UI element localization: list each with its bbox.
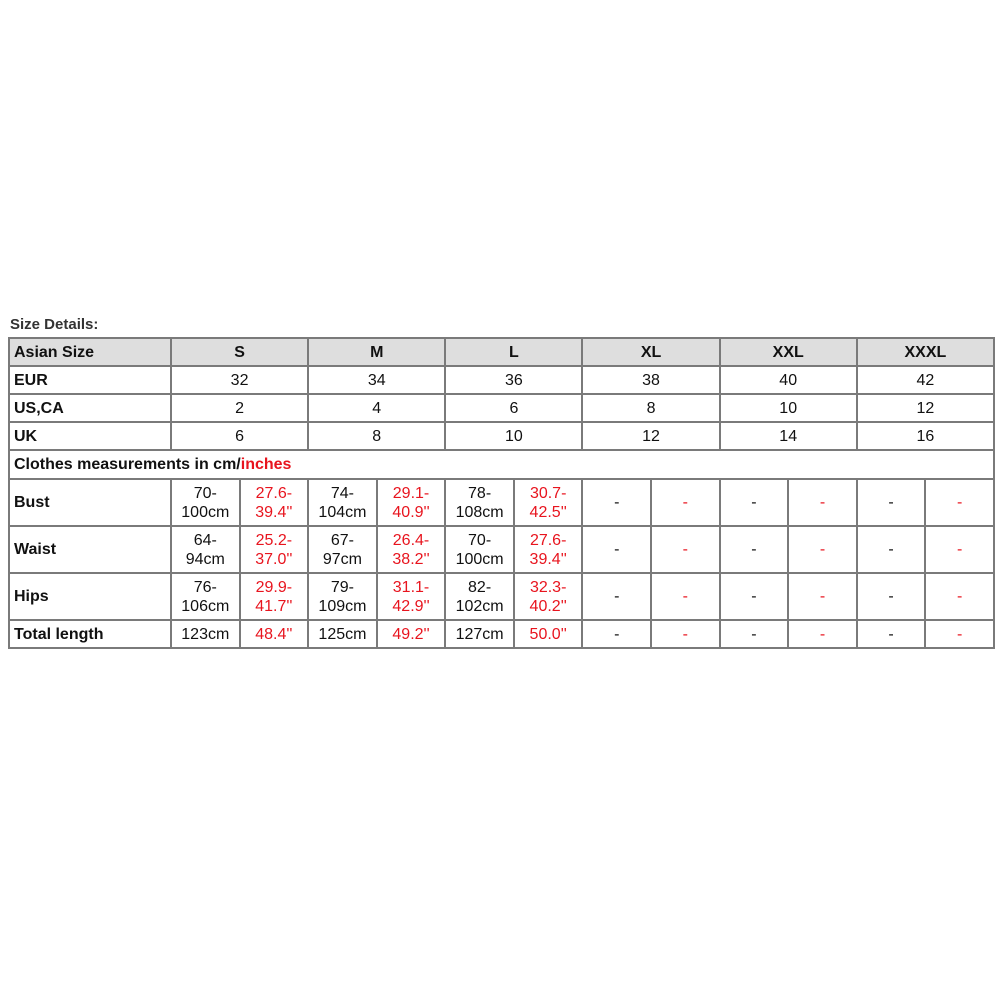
measurement-inch-cell: 31.1- 42.9'' <box>377 573 446 620</box>
measurement-inch-cell: 29.9- 41.7'' <box>240 573 309 620</box>
measurement-cm-cell: 127cm <box>445 620 514 648</box>
measurement-inch-cell: - <box>788 526 857 573</box>
measurement-cm-cell: - <box>720 479 789 526</box>
conversion-value: 36 <box>445 366 582 394</box>
conversion-row <box>9 394 994 422</box>
measurement-cm-cell: 67- 97cm <box>308 526 377 573</box>
conversion-value: 32 <box>171 366 308 394</box>
measurement-cm-cell: - <box>857 479 926 526</box>
measurement-inch-cell: - <box>925 479 994 526</box>
size-header-s: S <box>171 338 308 366</box>
conversion-row-label: UK <box>9 422 171 450</box>
measurement-inch-cell: - <box>651 620 720 648</box>
asian-size-label: Asian Size <box>9 338 171 366</box>
measurement-cm-cell: - <box>720 526 789 573</box>
measurement-row <box>9 526 994 573</box>
measurement-inch-cell: 26.4- 38.2'' <box>377 526 446 573</box>
measurement-row-label: Waist <box>9 526 171 573</box>
size-header-xxl: XXL <box>720 338 857 366</box>
measurement-cm-cell: - <box>582 620 651 648</box>
measurement-inch-cell: - <box>651 479 720 526</box>
measurement-inch-cell: - <box>651 526 720 573</box>
conversion-row <box>9 422 994 450</box>
measurement-inch-cell: - <box>925 526 994 573</box>
measurement-row <box>9 620 994 648</box>
measurement-inch-cell: 27.6- 39.4'' <box>514 526 583 573</box>
conversion-value: 8 <box>308 422 445 450</box>
size-details-caption: Size Details: <box>10 316 99 333</box>
conversion-value: 6 <box>445 394 582 422</box>
conversion-value: 2 <box>171 394 308 422</box>
measurement-cm-cell: - <box>582 573 651 620</box>
measurements-title-row <box>9 450 994 479</box>
measurement-inch-cell: 29.1- 40.9'' <box>377 479 446 526</box>
measurements-title-prefix: Clothes measurements in cm/ <box>14 456 241 473</box>
conversion-value: 40 <box>720 366 857 394</box>
measurement-cm-cell: 79- 109cm <box>308 573 377 620</box>
measurement-inch-cell: 27.6- 39.4'' <box>240 479 309 526</box>
conversion-value: 4 <box>308 394 445 422</box>
conversion-value: 42 <box>857 366 994 394</box>
measurement-inch-cell: - <box>925 573 994 620</box>
measurement-inch-cell: - <box>788 620 857 648</box>
conversion-row-label: US,CA <box>9 394 171 422</box>
conversion-value: 8 <box>582 394 719 422</box>
measurement-cm-cell: - <box>857 526 926 573</box>
size-header-xxxl: XXXL <box>857 338 994 366</box>
conversion-value: 10 <box>720 394 857 422</box>
conversion-value: 14 <box>720 422 857 450</box>
measurement-inch-cell: - <box>651 573 720 620</box>
size-header-xl: XL <box>582 338 719 366</box>
measurement-cm-cell: - <box>582 479 651 526</box>
conversion-value: 12 <box>582 422 719 450</box>
measurement-row-label: Bust <box>9 479 171 526</box>
measurement-cm-cell: - <box>582 526 651 573</box>
size-chart-table <box>8 337 995 649</box>
measurement-inch-cell: 25.2- 37.0'' <box>240 526 309 573</box>
measurement-inch-cell: 49.2'' <box>377 620 446 648</box>
measurement-cm-cell: - <box>857 620 926 648</box>
measurement-inch-cell: - <box>788 479 857 526</box>
measurement-inch-cell: 32.3- 40.2'' <box>514 573 583 620</box>
size-header-row <box>9 338 994 366</box>
measurement-row <box>9 479 994 526</box>
measurement-cm-cell: 74- 104cm <box>308 479 377 526</box>
measurement-inch-cell: 48.4'' <box>240 620 309 648</box>
measurement-row <box>9 573 994 620</box>
measurement-cm-cell: 64- 94cm <box>171 526 240 573</box>
conversion-row <box>9 366 994 394</box>
measurement-cm-cell: 82- 102cm <box>445 573 514 620</box>
measurement-inch-cell: 30.7- 42.5'' <box>514 479 583 526</box>
size-header-m: M <box>308 338 445 366</box>
measurement-cm-cell: 78- 108cm <box>445 479 514 526</box>
measurement-inch-cell: - <box>788 573 857 620</box>
conversion-value: 34 <box>308 366 445 394</box>
measurement-cm-cell: - <box>720 620 789 648</box>
conversion-value: 16 <box>857 422 994 450</box>
conversion-row-label: EUR <box>9 366 171 394</box>
measurement-row-label: Total length <box>9 620 171 648</box>
measurement-row-label: Hips <box>9 573 171 620</box>
measurement-inch-cell: 50.0'' <box>514 620 583 648</box>
conversion-value: 10 <box>445 422 582 450</box>
measurement-inch-cell: - <box>925 620 994 648</box>
conversion-value: 38 <box>582 366 719 394</box>
measurement-cm-cell: 123cm <box>171 620 240 648</box>
measurement-cm-cell: 70- 100cm <box>171 479 240 526</box>
conversion-value: 12 <box>857 394 994 422</box>
measurement-cm-cell: - <box>720 573 789 620</box>
size-details-section <box>8 316 995 649</box>
measurement-cm-cell: 125cm <box>308 620 377 648</box>
conversion-value: 6 <box>171 422 308 450</box>
measurement-cm-cell: 76- 106cm <box>171 573 240 620</box>
measurements-title <box>9 450 994 479</box>
measurement-cm-cell: 70- 100cm <box>445 526 514 573</box>
size-header-l: L <box>445 338 582 366</box>
measurements-title-accent: inches <box>240 456 292 473</box>
measurement-cm-cell: - <box>857 573 926 620</box>
